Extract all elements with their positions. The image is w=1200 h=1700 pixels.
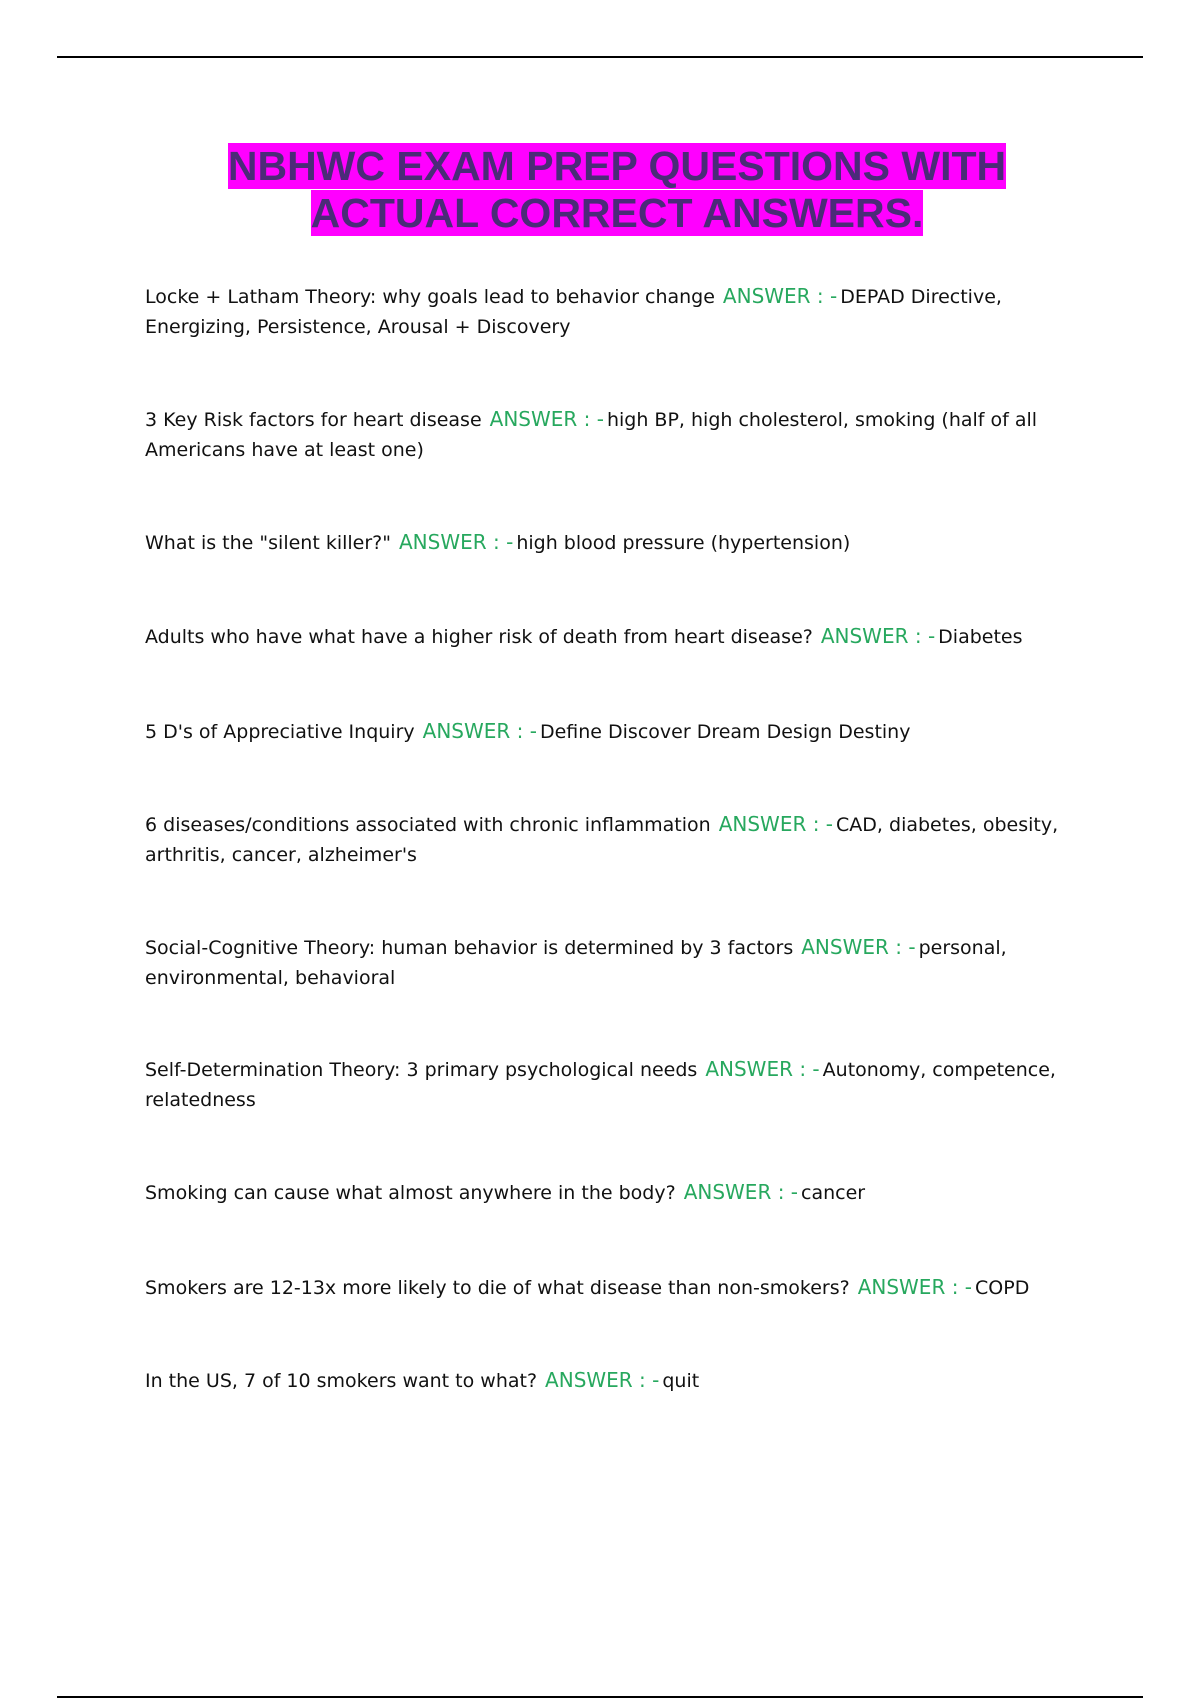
question-text: 5 D's of Appreciative Inquiry [145, 721, 415, 743]
footer-rule [57, 1696, 1143, 1698]
header-rule [57, 56, 1143, 58]
question-text: 3 Key Risk factors for heart disease [145, 409, 482, 431]
answer-label: ANSWER : - [422, 719, 537, 743]
answer-label: ANSWER : - [718, 812, 834, 836]
question-text: Smoking can cause what almost anywhere in the body? [145, 1182, 676, 1204]
answer-label: ANSWER : - [820, 624, 936, 648]
question-text: Smokers are 12-13x more likely to die of what disease than non-smokers? [145, 1277, 850, 1299]
question-text: What is the "silent killer?" [145, 532, 391, 554]
question-text: Locke + Latham Theory: why goals lead to behavior change [145, 286, 715, 308]
qa-item [145, 1177, 1075, 1208]
answer-text: cancer [801, 1182, 866, 1204]
qa-item [145, 404, 1075, 465]
answer-text: quit [662, 1370, 700, 1392]
answer-label: ANSWER : - [705, 1057, 820, 1081]
answer-label: ANSWER : - [801, 935, 916, 959]
answer-label: ANSWER : - [857, 1275, 973, 1299]
qa-item [145, 1272, 1075, 1303]
qa-item [145, 621, 1075, 652]
question-text: In the US, 7 of 10 smokers want to what? [145, 1370, 538, 1392]
answer-label: ANSWER : - [489, 407, 604, 431]
answer-text: high BP, high cholesterol, smoking (half of all Americans have at least one) [145, 409, 1038, 461]
answer-label: ANSWER : - [545, 1368, 660, 1392]
document-title-text: NBHWC EXAM PREP QUESTIONS WITH ACTUAL CORRECT ANSWERS. [227, 143, 1007, 236]
answer-text: CAD, diabetes, obesity, arthritis, cancer, alzheimer's [145, 814, 1059, 866]
qa-item [145, 527, 1075, 558]
question-text: Self-Determination Theory: 3 primary psychological needs [145, 1059, 698, 1081]
answer-text: high blood pressure (hypertension) [516, 532, 851, 554]
qa-item [145, 1054, 1075, 1115]
answer-text: Autonomy, competence, relatedness [145, 1059, 1056, 1111]
qa-item [145, 281, 1075, 342]
document-title [145, 143, 1089, 237]
answer-text: COPD [975, 1277, 1030, 1299]
answer-label: ANSWER : - [683, 1180, 799, 1204]
answer-text: personal, environmental, behavioral [145, 937, 1007, 989]
answer-label: ANSWER : - [398, 530, 514, 554]
answer-text: DEPAD Directive, Energizing, Persistence, Arousal + Discovery [145, 286, 1002, 338]
question-text: 6 diseases/conditions associated with chronic inflammation [145, 814, 711, 836]
qa-item [145, 932, 1075, 993]
qa-item [145, 809, 1075, 870]
question-text: Adults who have what have a higher risk of death from heart disease? [145, 626, 813, 648]
answer-text: Define Discover Dream Design Destiny [539, 721, 911, 743]
qa-item [145, 1365, 1075, 1396]
answer-label: ANSWER : - [722, 284, 838, 308]
qa-item [145, 716, 1075, 747]
question-text: Social-Cognitive Theory: human behavior is determined by 3 factors [145, 937, 794, 959]
answer-text: Diabetes [938, 626, 1023, 648]
